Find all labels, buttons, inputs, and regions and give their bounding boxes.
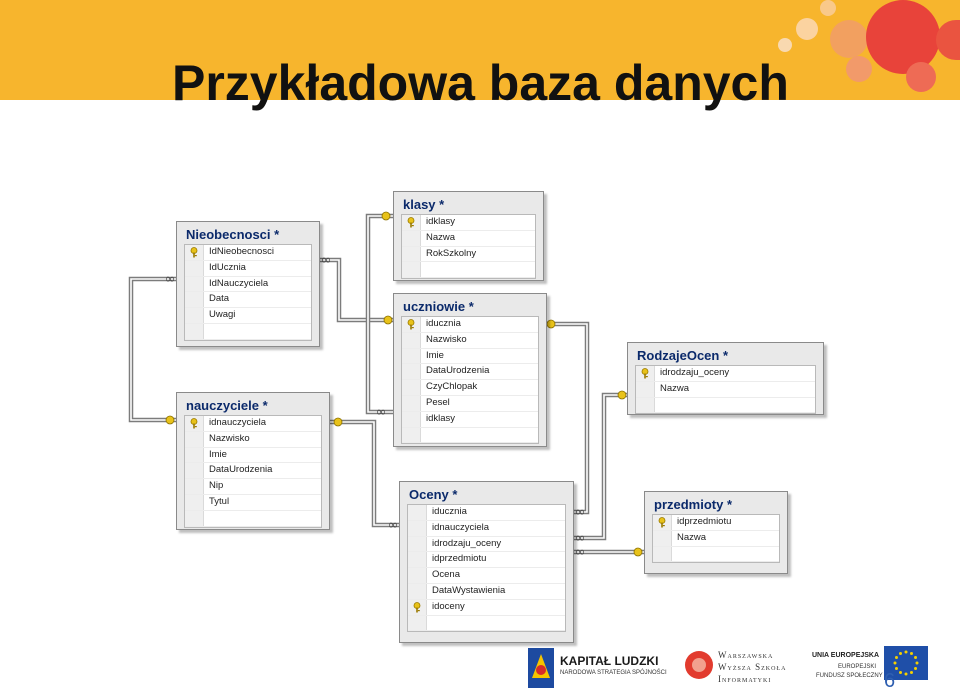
table-title: klasy * (403, 197, 445, 212)
eu-star-icon (895, 656, 898, 659)
wsi-logo-icon (684, 650, 714, 680)
field-row[interactable] (185, 308, 311, 324)
field-name: idrodzaju_oceny (660, 367, 730, 378)
row-selector (402, 349, 421, 364)
table-przedmioty[interactable] (644, 491, 788, 574)
row-selector (185, 292, 204, 307)
field-row[interactable] (402, 396, 538, 412)
relationship-many-icon: ∞ (375, 405, 387, 420)
field-name: Pesel (426, 396, 450, 408)
table-title: Nieobecnosci * (186, 227, 280, 242)
row-selector (185, 245, 204, 260)
ue-line3: FUNDUSZ SPOŁECZNY (816, 673, 883, 679)
row-selector (408, 616, 427, 631)
row-selector (402, 247, 421, 262)
row-selector (653, 547, 672, 562)
field-name: IdNieobecnosci (209, 246, 274, 257)
relationship-many-icon: ∞ (574, 545, 586, 560)
eu-star-icon (914, 656, 917, 659)
field-row[interactable] (653, 531, 779, 547)
row-selector (185, 432, 204, 447)
row-selector (636, 382, 655, 397)
relationship-key-icon (384, 316, 392, 324)
eu-star-icon (914, 667, 917, 670)
primary-key-icon (640, 368, 650, 379)
field-name: Nazwa (660, 382, 690, 394)
field-row[interactable] (408, 584, 565, 600)
row-selector (402, 262, 421, 277)
field-row[interactable] (185, 277, 311, 293)
slide-title: Przykładowa baza danych (172, 55, 789, 111)
eu-star-icon (905, 651, 908, 654)
row-selector (408, 552, 427, 567)
field-name: iducznia (426, 318, 461, 329)
eu-star-icon (899, 671, 902, 674)
eu-star-icon (910, 671, 913, 674)
primary-key-icon (189, 247, 199, 258)
wsi-line3: Informatyki (718, 674, 772, 684)
field-name: IdUcznia (209, 261, 246, 273)
field-row[interactable] (402, 380, 538, 396)
field-row[interactable] (408, 537, 565, 553)
row-selector (402, 412, 421, 427)
field-row[interactable] (185, 245, 311, 261)
row-selector (653, 515, 672, 530)
row-selector (636, 366, 655, 381)
row-selector (402, 364, 421, 379)
field-row[interactable] (402, 349, 538, 365)
row-selector (185, 495, 204, 510)
row-selector (408, 521, 427, 536)
footer-logos (0, 644, 960, 692)
relationship-key-icon (382, 212, 390, 220)
kapital-ludzki-logo-icon (528, 648, 554, 688)
eu-star-icon (899, 652, 902, 655)
field-name: DataWystawienia (432, 584, 506, 596)
field-row[interactable] (402, 317, 538, 333)
field-row[interactable] (408, 505, 565, 521)
relationship-line (131, 279, 176, 420)
field-row[interactable] (408, 600, 565, 616)
primary-key-icon (657, 517, 667, 528)
field-name: Nip (209, 480, 224, 492)
relationship-many-icon: ∞ (164, 272, 176, 287)
field-name: idrodzaju_oceny (432, 537, 502, 549)
field-row[interactable] (636, 382, 815, 398)
empty-row (636, 398, 815, 414)
field-name: DataUrodzenia (209, 464, 273, 476)
empty-row (185, 511, 321, 527)
wsi-line2: Wyższa Szkoła (718, 662, 787, 672)
row-selector (185, 448, 204, 463)
kapital-ludzki-subtitle: NARODOWA STRATEGIA SPÓJNOŚCI (560, 670, 667, 676)
table-fields (652, 514, 780, 563)
table-title: uczniowie * (403, 299, 474, 314)
field-row[interactable] (408, 521, 565, 537)
field-name: Imie (209, 448, 227, 460)
row-selector (653, 531, 672, 546)
field-row[interactable] (402, 231, 535, 247)
ue-line2: EUROPEJSKI (838, 664, 877, 670)
row-selector (408, 537, 427, 552)
field-name: idklasy (426, 216, 456, 227)
eu-star-icon (910, 652, 913, 655)
row-selector (408, 568, 427, 583)
field-name: RokSzkolny (426, 247, 477, 259)
eu-star-icon (905, 673, 908, 676)
table-fields (401, 214, 536, 279)
field-name: idnauczyciela (209, 417, 267, 428)
relationship-key-icon (334, 418, 342, 426)
field-name: Data (209, 293, 230, 305)
field-row[interactable] (408, 568, 565, 584)
eu-star-icon (895, 667, 898, 670)
table-fields (401, 316, 539, 444)
table-fields (184, 244, 312, 341)
empty-row (185, 324, 311, 340)
relationship-many-icon: ∞ (320, 253, 332, 268)
field-name: idklasy (426, 412, 456, 424)
field-row[interactable] (185, 416, 321, 432)
eu-star-icon (916, 662, 919, 665)
field-name: Tytul (209, 495, 230, 507)
table-title: RodzajeOcen * (637, 348, 729, 363)
row-selector (185, 416, 204, 431)
relationship-line-inner (328, 422, 399, 525)
kapital-ludzki-title: KAPITAŁ LUDZKI (560, 654, 659, 668)
empty-row (653, 547, 779, 563)
primary-key-icon (412, 602, 422, 613)
field-row[interactable] (402, 364, 538, 380)
field-row[interactable] (185, 479, 321, 495)
field-row[interactable] (185, 495, 321, 511)
relationship-key-icon (547, 320, 555, 328)
table-title: Oceny * (409, 487, 458, 502)
primary-key-icon (189, 418, 199, 429)
field-name: Nazwisko (209, 432, 250, 444)
row-selector (402, 231, 421, 246)
field-row[interactable] (185, 432, 321, 448)
relationship-many-icon: ∞ (387, 518, 399, 533)
field-name: Nazwisko (426, 333, 467, 345)
relationship-key-icon (634, 548, 642, 556)
relationship-line (318, 260, 393, 320)
field-row[interactable] (408, 552, 565, 568)
empty-row (408, 616, 565, 632)
table-rodzajeocen[interactable] (627, 342, 824, 415)
relationship-many-icon: ∞ (574, 531, 586, 546)
relationship-key-icon (166, 416, 174, 424)
field-name: IdNauczyciela (209, 277, 269, 289)
primary-key-icon (406, 217, 416, 228)
field-name: Nazwa (426, 231, 456, 243)
field-row[interactable] (185, 463, 321, 479)
row-selector (185, 308, 204, 323)
table-nieobecnosci[interactable] (176, 221, 320, 347)
row-selector (402, 333, 421, 348)
row-selector (185, 261, 204, 276)
row-selector (636, 398, 655, 413)
relationship-line-inner (368, 216, 393, 412)
field-name: CzyChlopak (426, 381, 478, 393)
field-row[interactable] (402, 412, 538, 428)
field-name: idprzedmiotu (677, 516, 732, 527)
row-selector (408, 600, 427, 615)
wsi-line1: Warszawska (718, 650, 774, 660)
field-row[interactable] (185, 448, 321, 464)
field-name: idoceny (432, 600, 465, 612)
eu-star-icon (894, 662, 897, 665)
relationship-line-inner (131, 279, 176, 420)
relationship-key-icon (618, 391, 626, 399)
row-selector (408, 505, 427, 520)
table-klasy[interactable] (393, 191, 544, 281)
field-name: Imie (426, 349, 444, 361)
field-row[interactable] (636, 366, 815, 382)
table-oceny[interactable] (399, 481, 574, 643)
relationship-line (368, 216, 393, 412)
field-name: Nazwa (677, 531, 707, 543)
row-selector (185, 277, 204, 292)
field-row[interactable] (185, 292, 311, 308)
row-selector (402, 215, 421, 230)
row-selector (402, 428, 421, 443)
field-name: Ocena (432, 569, 460, 581)
field-row[interactable] (402, 215, 535, 231)
table-title: nauczyciele * (186, 398, 268, 413)
relationship-line (328, 422, 399, 525)
empty-row (402, 428, 538, 444)
field-name: idnauczyciela (432, 521, 490, 533)
row-selector (185, 463, 204, 478)
row-selector (402, 396, 421, 411)
row-selector (408, 584, 427, 599)
row-selector (185, 324, 204, 339)
empty-row (402, 262, 535, 278)
table-uczniowie[interactable] (393, 293, 547, 447)
relationship-line-inner (318, 260, 393, 320)
table-fields (635, 365, 816, 414)
row-selector (185, 511, 204, 526)
primary-key-icon (406, 319, 416, 330)
field-row[interactable] (402, 247, 535, 263)
field-name: Uwagi (209, 309, 236, 321)
field-name: DataUrodzenia (426, 365, 490, 377)
field-row[interactable] (185, 261, 311, 277)
table-title: przedmioty * (654, 497, 733, 512)
row-selector (402, 380, 421, 395)
relationship-many-icon: ∞ (574, 505, 586, 520)
row-selector (185, 479, 204, 494)
table-fields (407, 504, 566, 632)
field-name: idprzedmiotu (432, 553, 487, 565)
ue-line1: UNIA EUROPEJSKA (812, 652, 880, 659)
page-number: 6 (884, 670, 896, 692)
field-row[interactable] (402, 333, 538, 349)
table-fields (184, 415, 322, 528)
field-name: iducznia (432, 506, 467, 517)
field-row[interactable] (653, 515, 779, 531)
table-nauczyciele[interactable] (176, 392, 330, 530)
row-selector (402, 317, 421, 332)
